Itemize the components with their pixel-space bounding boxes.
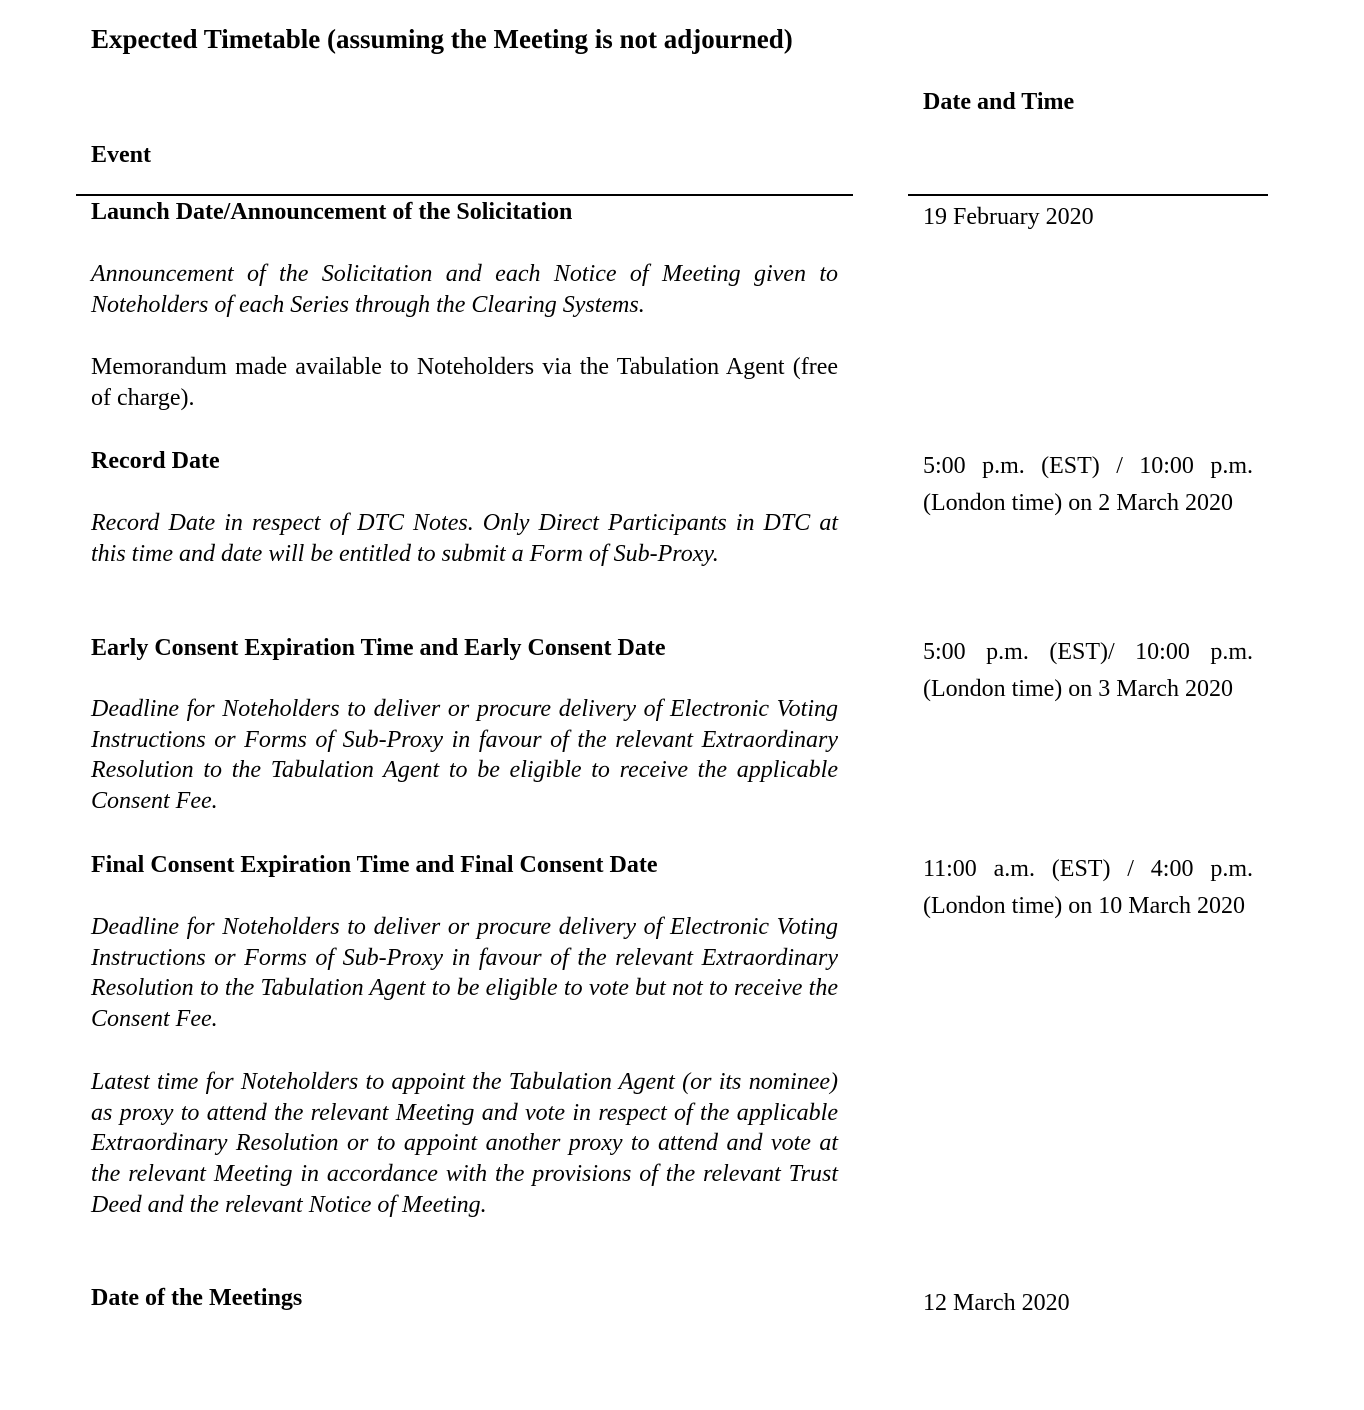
final-consent-value: 11:00 a.m. (EST) / 4:00 p.m. (London time) on 10 March 2020 [923,856,1253,919]
meetings-date-value: 12 March 2020 [923,1290,1070,1316]
early-consent-description: Deadline for Noteholders to deliver or procure delivery of Electronic Voting Instructions or Forms of Sub-Proxy in favour of the relevant Extraordinary Resolution to the Tabulation Agent to be eligible to receive the applicable Consent Fee. [91,696,838,815]
memorandum-availability-text: Memorandum made available to Noteholders via the Tabulation Agent (free of charge). [91,354,838,411]
record-date-heading: Record Date [91,448,220,474]
date-header-rule [908,194,1268,196]
final-consent-description: Deadline for Noteholders to deliver or procure delivery of Electronic Voting Instructions or Forms of Sub-Proxy in favour of the relevant Extraordinary Resolution to the Tabulation Agent to be eligible to vote but not to receive the Consent Fee. [91,914,838,1033]
page-title: Expected Timetable (assuming the Meeting is not adjourned) [91,24,793,54]
event-header-rule [76,194,853,196]
date-time-column-header: Date and Time [923,89,1075,115]
launch-date-description: Announcement of the Solicitation and each Notice of Meeting given to Noteholders of each Series through the Clearing Systems. [91,261,838,318]
launch-date-value: 19 February 2020 [923,204,1094,230]
meetings-date-heading: Date of the Meetings [91,1285,303,1311]
event-column-header: Event [91,142,151,168]
early-consent-value: 5:00 p.m. (EST)/ 10:00 p.m. (London time) on 3 March 2020 [923,639,1253,702]
record-date-description: Record Date in respect of DTC Notes. Only Direct Participants in DTC at this time and date will be entitled to submit a Form of Sub-Proxy. [91,510,838,567]
final-consent-heading: Final Consent Expiration Time and Final Consent Date [91,852,658,878]
early-consent-heading: Early Consent Expiration Time and Early Consent Date [91,635,666,661]
record-date-value: 5:00 p.m. (EST) / 10:00 p.m. (London time) on 2 March 2020 [923,453,1253,516]
launch-date-heading: Launch Date/Announcement of the Solicitation [91,199,573,225]
proxy-appointment-description: Latest time for Noteholders to appoint the Tabulation Agent (or its nominee) as proxy to attend the relevant Meeting and vote in respect of the applicable Extraordinary Resolution or to appoint another proxy to attend and vote at the relevant Meeting in accordance with the provisions of the relevant Trust Deed and the relevant Notice of Meeting. [91,1069,838,1218]
